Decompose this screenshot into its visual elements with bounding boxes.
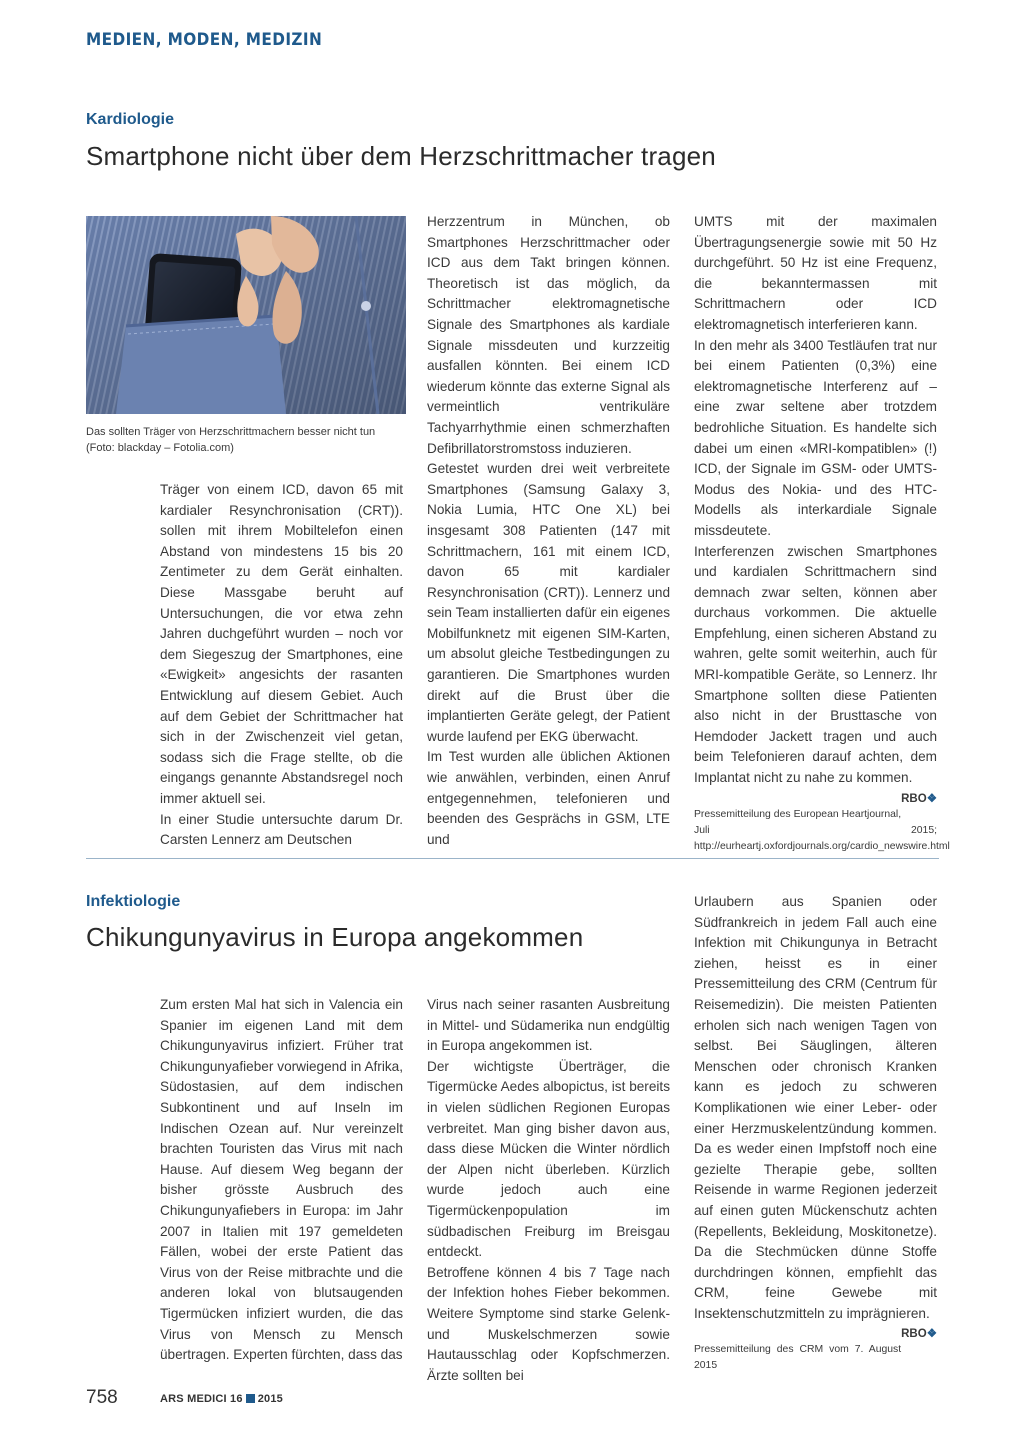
journal-name: ARS MEDICI 16 xyxy=(160,1393,243,1405)
article1-kicker: Kardiologie xyxy=(86,111,175,128)
article2-column-1 xyxy=(160,995,403,1366)
paragraph: Zum ersten Mal hat sich in Valencia ein Spanier im eigenen Land mit dem Chikungunyavirus infiziert. Früher trat Chikungunyafieber vorwiegend in Afrika, Südostasien, auf dem indischen Subkontinent und auf Inseln im Indischen Ozean auf. Nur vereinzelt brachten Touristen das Virus mit nach Hause. Auf diesem Weg begann der bisher grösste Ausbruch des Chikungunyafiebers in Europa: im Jahr 2007 in Italien mit 197 gemeldeten Fällen, wobei der erste Patient das Virus von der Reise mitbrachte und die anderen lokal von blutsaugenden Tigermücken infiziert wurden, die das Virus von Mensch zu Mensch übertragen. Experten fürchten, dass das xyxy=(160,997,403,1363)
paragraph: Virus nach seiner rasanten Ausbreitung in Mittel- und Südamerika nun endgültig in Europa angekommen ist. xyxy=(427,997,670,1054)
article1-column-1 xyxy=(160,480,403,851)
paragraph: Betroffene können 4 bis 7 Tage nach der Infektion hohes Fieber bekommen. Weitere Symptome sind starke Gelenk- und Muskelschmerzen sowie Hautausschlag oder Kopfschmerzen. Ärzte sollten bei xyxy=(427,1264,670,1383)
section-header: MEDIEN, MODEN, MEDIZIN xyxy=(86,30,323,50)
paragraph: In einer Studie untersuchte darum Dr. Carsten Lennerz am Deutschen xyxy=(160,811,403,848)
paragraph: Im Test wurden alle üblichen Aktionen wie anwählen, verbinden, einen Anruf entgegennehmen, telefonieren und beenden des Gesprächs in GSM, LTE und xyxy=(427,749,670,847)
journal-year: 2015 xyxy=(257,1393,283,1405)
article2-source: Pressemitteilung des CRM vom 7. August 2015 xyxy=(694,1344,902,1372)
paragraph: Getestet wurden drei weit verbreitete Smartphones (Samsung Galaxy 3, Nokia Lumia, HTC One XL) bei insgesamt 308 Patienten (147 mit Schrittmachern, 161 mit einem ICD, davon 65 mit kardialer Resynchronisation (CRT)). Lennerz und sein Team installierten dafür ein eigenes Mobilfunknetz mit eigenen SIM-Karten, um absolut gleiche Testbedingungen zu garantieren. Die Smartphones wurden direkt auf die Brust über die implantierten Geräte gelegt, der Patient wurde laufend per EKG überwacht. xyxy=(427,461,670,744)
page-number: 758 xyxy=(86,1387,118,1408)
diamond-icon: ❖ xyxy=(926,792,937,805)
paragraph xyxy=(694,892,937,1341)
article1-column-3 xyxy=(694,212,950,855)
paragraph: Der wichtigste Überträger, die Tigermücke Aedes albopictus, ist bereits in vielen südlichen Regionen Europas verbreitet. Man ging bisher davon aus, dass diese Mücken die Winter nördlich der Alpen nicht überleben. Kürzlich wurde jedoch auch eine Tigermückenpopulation im südbadischen Freiburg im Breisgau entdeckt. xyxy=(427,1058,670,1260)
diamond-icon: ❖ xyxy=(926,1328,937,1341)
article1-column-2 xyxy=(427,212,670,850)
paragraph-text: Interferenzen zwischen Smartphones und kardialen Schrittmachern sind demnach zwar selten, können aber durchaus vorkommen. Die aktuelle Empfehlung, einen sicheren Abstand zu wahren, gelte somit weiterhin, auch für MRI-kompatible Geräte, so Lennerz. Ihr Smartphone sollten diese Patienten also nicht in der Brusttasche von Hemdoder Jackett tragen und auch beim Telefonieren darauf achten, dem Implantat nicht zu nahe zu kommen. xyxy=(694,543,937,786)
article-divider xyxy=(86,858,939,859)
paragraph: Träger von einem ICD, davon 65 mit kardialer Resynchronisation (CRT)). sollen mit ihrem Mobiltelefon einen Abstand von mindestens 15 bis 20 Zentimeter zu dem Gerät einhalten. Diese Massgabe beruht auf Untersuchungen, die vor etwa zehn Jahren duchgeführt wurden – noch vor dem Siegeszug der Smartphones, eine «Ewigkeit» angesichts der rasanten Entwicklung auf diesem Gebiet. Auch auf dem Gebiet der Schrittmacher hat sich in der Zwischenzeit viel getan, sodass sich die Frage stellte, ob die eingangs genannte Abstandsregel noch immer aktuell sei. xyxy=(160,482,403,806)
author-signature: RBO❖ xyxy=(901,1328,937,1341)
square-icon xyxy=(246,1394,255,1403)
paragraph: In den mehr als 3400 Testläufen trat nur bei einem Patienten (0,3%) eine elektromagnetische Interferenz auf – eine zwar seltene aber trotzdem bedrohliche Situation. Es handelte sich dabei um einen «MRI-kompatiblen» (!) ICD, der Signale im GSM- oder UMTS-Modus des Nokia- und des HTC-Modells als interkardiale Signale missdeutete. xyxy=(694,337,937,538)
journal-footer xyxy=(160,1393,283,1405)
paragraph: UMTS mit der maximalen Übertragungsenergie sowie mit 50 Hz durchgeführt. 50 Hz ist eine Frequenz, die bekanntermassen mit Schrittmachern oder ICD elektromagnetisch interferieren kann. xyxy=(694,214,937,332)
author-signature: RBO❖ xyxy=(901,792,937,805)
article1-headline: Smartphone nicht über dem Herzschrittmacher tragen xyxy=(86,141,716,171)
article2-column-2 xyxy=(427,995,670,1386)
article2-headline: Chikungunyavirus in Europa angekommen xyxy=(86,922,584,952)
article1-source: Pressemitteilung des European Heartjournal, Juli 2015; http://eurheartj.oxfordjournals.org/cardio_newswire.html xyxy=(694,808,950,852)
paragraph: Herzzentrum in München, ob Smartphones Herzschrittmacher oder ICD aus dem Takt bringen können. Theoretisch ist das möglich, da Schrittmacher elektromagnetische Signale des Smartphones als kardiale Signale missdeuten und kurzzeitig ausfallen könnten. Bei einem ICD wiederum könnte das externe Signal als vermeintlich ventrikuläre Tachyarrhythmie einen schmerzhaften Defibrillatorstromstoss induzieren. xyxy=(427,214,670,456)
shirt-button-icon xyxy=(361,301,371,311)
paragraph xyxy=(694,542,937,805)
article1-photo xyxy=(86,216,406,414)
shirt-with-smartphone-image xyxy=(86,216,406,414)
article2-column-3 xyxy=(694,892,937,1374)
article2-kicker: Infektiologie xyxy=(86,893,181,910)
article1-image-caption: Das sollten Träger von Herzschrittmachern besser nicht tun (Foto: blackday – Fotolia.com) xyxy=(86,426,376,454)
paragraph-text: Urlaubern aus Spanien oder Südfrankreich in jedem Fall auch eine Infektion mit Chikungunya in Betracht ziehen, heisst es in einer Pressemitteilung des CRM (Centrum für Reisemedizin). Die meisten Patienten erholen sich nach wenigen Tagen von selbst. Bei Säuglingen, älteren Menschen oder chronisch Kranken kann es jedoch zu schweren Komplikationen wie einer Leber- oder einer Herzmuskelentzündung kommen. Da es weder einen Impfstoff noch eine gezielte Therapie gebe, sollten Reisende in warme Regionen jederzeit auf einen guten Mückenschutz achten (Repellents, Bekleidung, Moskitonetze). Da die Stechmücken dünne Stoffe durchdringen können, empfiehlt das CRM, feine Gewebe mit Insektenschutzmitteln zu imprägnieren. xyxy=(694,894,937,1321)
